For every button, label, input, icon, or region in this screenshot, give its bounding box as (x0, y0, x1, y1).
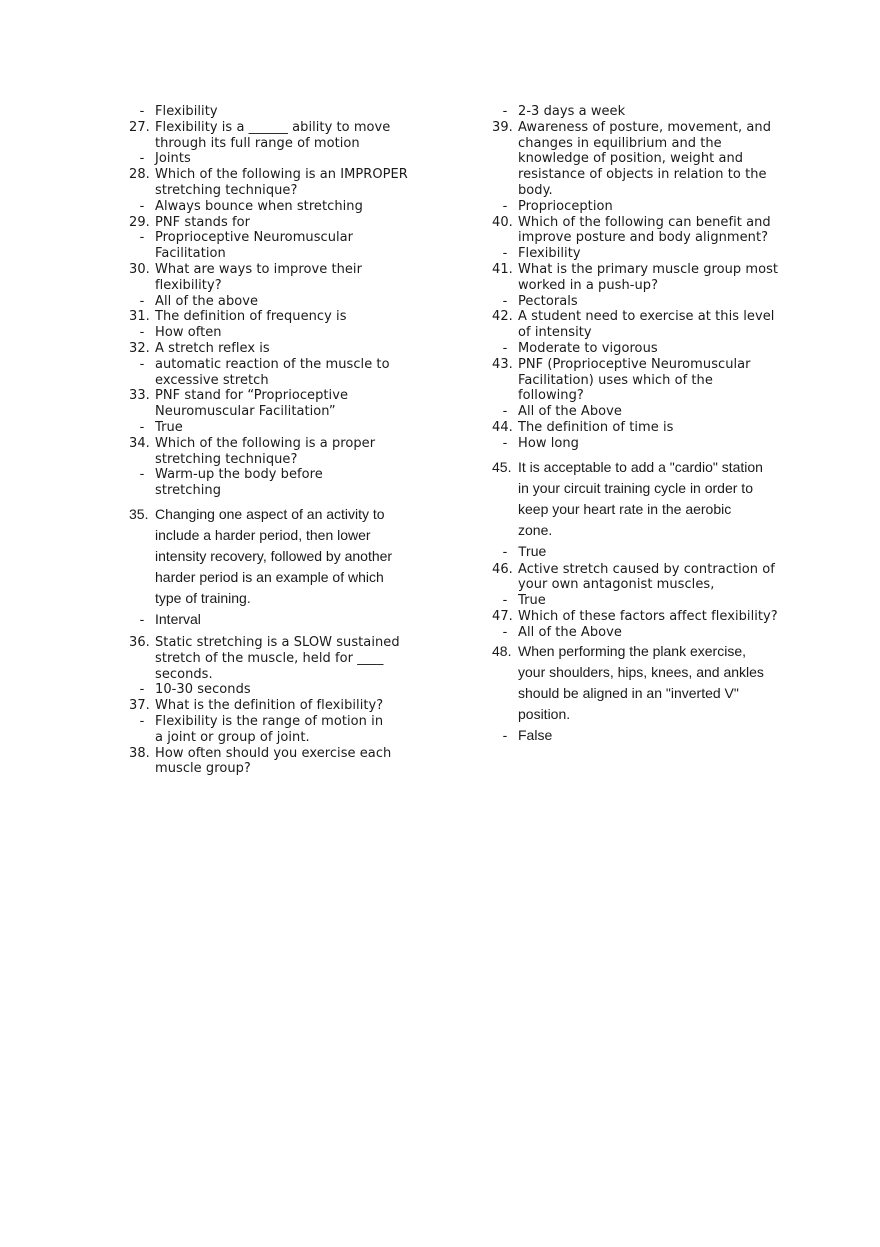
question-text: Which of the following can benefit and improve posture and body alignment? (518, 214, 771, 246)
answer: - All of the above (139, 293, 259, 309)
question-number: 41. (492, 261, 513, 277)
answer: - Always bounce when stretching (139, 198, 363, 214)
question-number: 43. (492, 356, 513, 372)
question-item (492, 420, 812, 452)
question-item (492, 457, 812, 562)
question-text: Which of the following is an IMPROPER stretching technique? (155, 167, 408, 198)
question-number: 47. (492, 608, 513, 624)
question-text: It is acceptable to add a "cardio" station in your circuit training cycle in order to keep your heart rate in the aerobic zone. (518, 458, 763, 538)
question-item (492, 262, 812, 309)
question-item (492, 641, 812, 746)
question-text: What is the primary muscle group most worked in a push-up? (518, 261, 779, 293)
question-item (129, 215, 449, 262)
question-text: PNF stand for “Proprioceptive Neuromuscular Facilitation” (155, 388, 349, 420)
question-text: When performing the plank exercise, your shoulders, hips, knees, and ankles should be aligned in an "inverted V" position. (518, 642, 764, 722)
answer: - Flexibility is the range of motion in a joint or group of joint. (139, 713, 384, 745)
question-text: Which of the following is a proper stretching technique? (155, 435, 376, 467)
question-item (129, 635, 449, 698)
answer: - Proprioceptive Neuromuscular Facilitation (139, 230, 354, 262)
question-text: The definition of frequency is (155, 309, 347, 325)
question-number: 45. (492, 458, 512, 475)
answer: - 10-30 seconds (139, 682, 251, 698)
answer: - Flexibility (502, 246, 581, 262)
answer: - All of the Above (502, 624, 622, 640)
question-text: What are ways to improve their flexibility? (155, 261, 362, 293)
question-item (492, 609, 812, 641)
question-number: 38. (129, 745, 150, 761)
question-item (492, 215, 812, 262)
answer: - How long (502, 435, 579, 451)
question-number: 44. (492, 419, 513, 435)
question-number: 35. (129, 505, 149, 522)
answer: - How often (139, 325, 222, 341)
answer: - Pectorals (502, 293, 578, 309)
question-number: 46. (492, 561, 513, 577)
question-item (492, 562, 812, 609)
question-number: 32. (129, 340, 150, 356)
question-number: 34. (129, 435, 150, 451)
question-number: 31. (129, 309, 150, 325)
right-column (492, 104, 812, 746)
question-item (492, 120, 812, 215)
answer: - True (502, 542, 547, 559)
question-item (129, 746, 449, 778)
question-text: How often should you exercise each muscle group? (155, 745, 392, 777)
answer: - Joints (139, 151, 191, 167)
question-number: 37. (129, 698, 150, 714)
question-number: 29. (129, 214, 150, 230)
question-item (129, 167, 449, 214)
question-item (129, 341, 449, 388)
question-number: 48. (492, 642, 512, 659)
question-text: A stretch reflex is (155, 340, 270, 356)
question-text: PNF stands for (155, 214, 250, 230)
answer: - Warm-up the body before stretching (139, 467, 323, 499)
question-number: 28. (129, 167, 150, 183)
question-text: Changing one aspect of an activity to include a harder period, then lower intensity recovery, followed by another harder period is an example of which type of training. (155, 505, 393, 606)
question-item (492, 309, 812, 356)
question-number: 39. (492, 119, 513, 135)
question-item (129, 698, 449, 745)
question-item (129, 504, 449, 630)
question-item (129, 309, 449, 341)
question-text: A student need to exercise at this level of intensity (518, 309, 775, 341)
question-number: 33. (129, 388, 150, 404)
answer: - Proprioception (502, 198, 613, 214)
answer: - Interval (139, 610, 201, 627)
answer: - 2-3 days a week (502, 104, 626, 119)
answer: - Flexibility (139, 104, 218, 119)
answer: - True (139, 419, 183, 435)
question-item (129, 388, 449, 435)
question-text: Awareness of posture, movement, and changes in equilibrium and the knowledge of position, weight and resistance of objects in relation to the body. (518, 119, 772, 198)
answer: - All of the Above (502, 404, 622, 420)
answer: - True (502, 593, 546, 609)
question-text: The definition of time is (518, 419, 674, 435)
question-number: 36. (129, 634, 150, 650)
question-number: 30. (129, 261, 150, 277)
question-text: Active stretch caused by contraction of your own antagonist muscles, (518, 561, 775, 593)
question-number: 40. (492, 214, 513, 230)
question-item (129, 120, 449, 167)
answer: - automatic reaction of the muscle to excessive stretch (139, 356, 390, 388)
question-number: 27. (129, 119, 150, 135)
left-column (129, 104, 449, 777)
question-text: Which of these factors affect flexibility? (518, 608, 778, 624)
answer: - False (502, 726, 553, 743)
question-text: Static stretching is a SLOW sustained stretch of the muscle, held for ____ seconds. (155, 634, 400, 682)
question-text: Flexibility is a ______ ability to move through its full range of motion (155, 119, 391, 151)
question-number: 42. (492, 309, 513, 325)
question-item (129, 436, 449, 499)
question-text: PNF (Proprioceptive Neuromuscular Facilitation) uses which of the following? (518, 356, 751, 404)
answer: - Moderate to vigorous (502, 340, 658, 356)
question-item (129, 262, 449, 309)
question-item (492, 357, 812, 420)
question-text: What is the definition of flexibility? (155, 698, 384, 714)
